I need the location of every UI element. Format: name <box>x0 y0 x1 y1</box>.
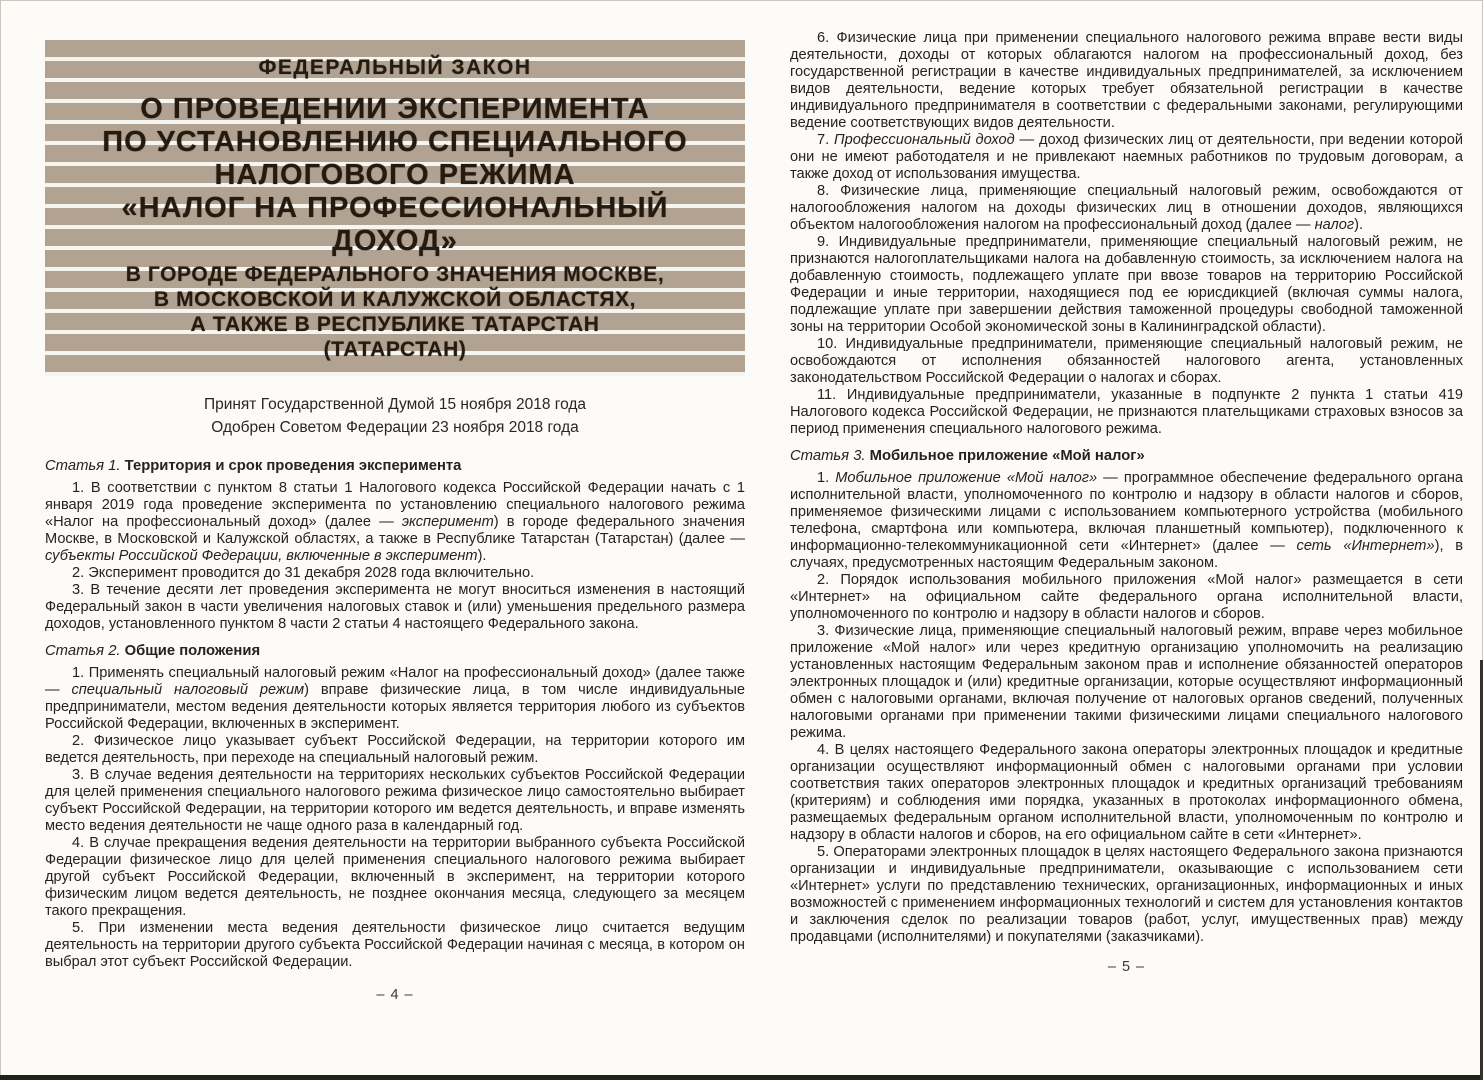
paragraph <box>45 582 745 633</box>
text-segment: 5. Операторами электронных площадок в целях настоящего Федерального закона признаются организации и индивидуальные предприниматели, оказывающие с использованием сети «Интернет» услуги по представлению технических, организационных, информационных и иных возможностей с применением информационных технологий и систем для установления контактов и заключения сделок по реализации товаров (работ, услуг, имущественных прав) между продавцами (исполнителями) и покупателями (заказчиками). <box>790 844 1463 945</box>
text-segment: ). <box>477 548 487 564</box>
text-segment: 8. Физические лица, применяющие специальный налоговый режим, освобождаются от налогообложения налогом на доходы физических лиц в отношении доходов, являющихся объектом налогообложения налогом на профессиональный доход (далее — <box>790 183 1463 233</box>
adoption-line: Принят Государственной Думой 15 ноября 2018 года <box>203 396 587 413</box>
paragraph <box>45 565 745 582</box>
law-title-main-lines <box>53 93 737 258</box>
paragraph <box>790 132 1463 183</box>
text-segment: 11. Индивидуальные предприниматели, указанные в подпункте 2 пункта 1 статьи 419 Налогового кодекса Российской Федерации, не признаются плательщиками страховых взносов за период применения специального налогового режима. <box>790 387 1463 437</box>
paragraph <box>45 480 745 565</box>
paragraph <box>45 835 745 920</box>
law-title-line: ДОХОД» <box>332 225 458 257</box>
text-segment: Профессиональный доход <box>834 132 1015 148</box>
paragraph <box>790 30 1463 132</box>
law-title-line: О ПРОВЕДЕНИИ ЭКСПЕРИМЕНТА <box>140 93 650 125</box>
text-segment: Мобильное приложение «Мой налог» <box>835 470 1098 486</box>
paragraph <box>790 572 1463 623</box>
text-segment: 3. В случае ведения деятельности на территориях нескольких субъектов Российской Федерации для целей применения специального налогового режима физическое лицо самостоятельно выбирает субъект Российской Федерации, на территории которого им ведется деятельность, и вправе изменять место ведения деятельности не чаще одного раза в календарный год. <box>45 767 745 834</box>
law-subtitle-line: В ГОРОДЕ ФЕДЕРАЛЬНОГО ЗНАЧЕНИЯ МОСКВЕ, <box>125 263 665 286</box>
text-segment: ) в городе федерального значения Москве, в Московской и Калужской областях, а также в Республике Татарстан (Татарстан) (далее — <box>45 514 745 547</box>
paragraph <box>45 665 745 733</box>
text-segment: специальный налоговый режим <box>71 682 305 698</box>
paragraph <box>790 183 1463 234</box>
text-segment: Статья 2. <box>45 643 121 659</box>
scan-edge-bottom <box>0 1075 1483 1080</box>
text-segment: ) вправе физические лица, в том числе индивидуальные предприниматели, местом ведения деятельности которых является территория любого из субъектов Российской Федерации, включенных в эксперимент. <box>45 682 745 732</box>
text-segment: 7. <box>817 132 834 148</box>
text-segment: налог <box>1314 217 1355 233</box>
law-title-block <box>45 40 745 376</box>
article-heading <box>790 448 1463 465</box>
left-page-body <box>45 458 745 971</box>
law-subtitle-line: (ТАТАРСТАН) <box>323 338 467 361</box>
text-segment: 3. В течение десяти лет проведения эксперимента не могут вноситься изменения в настоящий Федеральный закон в части увеличения налоговых ставок и (или) уменьшения предельного размера доходов, установленного пунктом 8 части 2 статьи 4 настоящего Федерального закона. <box>45 582 745 632</box>
paragraph <box>45 767 745 835</box>
text-segment: 1. <box>817 470 836 486</box>
text-segment: Статья 1. <box>45 458 121 474</box>
text-segment: 10. Индивидуальные предприниматели, применяющие специальный налоговый режим, не освобождаются от исполнения обязанностей налогового агента, установленных законодательством Российской Федерации о налогах и сборах. <box>790 336 1463 386</box>
text-segment: 1. В соответствии с пунктом 8 статьи 1 Налогового кодекса Российской Федерации начать с 1 января 2019 года проведение эксперимента по установлению специального налогового режима «Налог на профессиональный доход» (далее — <box>45 480 745 530</box>
paragraph <box>790 336 1463 387</box>
text-segment: — программное обеспечение федерального органа исполнительной власти, уполномоченного по контролю и надзору в области налогов и сборов, применяемое физическими лицами с использованием компьютерного устройства (мобильного телефона, смартфона или компьютера, включая планшетный компьютер), подключенного к информационно-телекоммуникационной сети «Интернет» (далее — <box>790 470 1463 554</box>
text-segment: Статья 3. <box>790 448 866 464</box>
text-segment: 9. Индивидуальные предприниматели, применяющие специальный налоговый режим, не признаются налогоплательщиками налога на добавленную стоимость, за исключением налога на добавленную стоимость, подлежащего уплате при ввозе товаров на территорию Российской Федерации и иные территории, находящиеся под ее юрисдикцией (включая суммы налога, подлежащие уплате при завершении действия таможенной процедуры свободной таможенной зоны на территории Особой экономической зоны в Калининградской области). <box>790 234 1463 335</box>
text-segment: — доход физических лиц от деятельности, при ведении которой они не имеют работодателя и не привлекают наемных работников по трудовым договорам, а также доход от использования имущества. <box>790 132 1463 182</box>
text-segment: Территория и срок проведения эксперимента <box>120 458 462 474</box>
text-segment: Общие положения <box>120 643 261 659</box>
text-segment: 3. Физические лица, применяющие специальный налоговый режим, вправе через мобильное приложение «Мой налог» или через кредитную организацию уполномочить на реализацию установленных настоящим Федеральным законом прав и исполнение обязанностей операторов электронных площадок и (или) кредитные организации, которые осуществляют информационный обмен с налоговыми органами, включая получение от налоговых органов сведений, полученных налоговыми органами при применении такими физическими лицами специального налогового режима. <box>790 623 1463 741</box>
text-segment: ). <box>1354 217 1364 233</box>
text-segment: 4. В целях настоящего Федерального закона операторы электронных площадок и кредитные организации осуществляют информационный обмен с налоговыми органами при условии соответствия таких операторов электронных площадок и кредитных организаций требованиям (критериям) и соблюдения ими порядка, указанных в протоколах информационного обмена, размещаемых федеральным органом исполнительной власти, уполномоченным по контролю и надзору в области налогов и сборов, на его официальном сайте в сети «Интернет». <box>790 742 1463 843</box>
page-number-left: – 4 – <box>376 987 414 1003</box>
adoption-lines <box>45 393 745 439</box>
paragraph <box>45 920 745 971</box>
paragraph <box>790 844 1463 946</box>
law-title-line: НАЛОГОВОГО РЕЖИМА <box>214 159 576 191</box>
paragraph <box>790 623 1463 742</box>
paragraph <box>790 742 1463 844</box>
text-segment: 1. Применять специальный налоговый режим «Налог на профессиональный доход» (далее также — <box>45 665 745 698</box>
right-page <box>790 30 1463 975</box>
law-title-sub-lines <box>53 262 737 362</box>
right-page-body <box>790 30 1463 946</box>
text-segment: сеть «Интернет» <box>1296 538 1435 554</box>
text-segment: Мобильное приложение «Мой налог» <box>865 448 1145 464</box>
law-title-line: ПО УСТАНОВЛЕНИЮ СПЕЦИАЛЬНОГО <box>102 126 688 158</box>
article-heading <box>45 643 745 660</box>
text-segment: 4. В случае прекращения ведения деятельности на территории выбранного субъекта Российской Федерации физическое лицо для целей применения специального налогового режима выбирает другой субъект Российской Федерации, включенный в эксперимент, на территории которого физическим лицом ведется деятельность, не позднее окончания месяца, следующего за месяцем такого прекращения. <box>45 835 745 919</box>
law-title-line: «НАЛОГ НА ПРОФЕССИОНАЛЬНЫЙ <box>121 192 669 224</box>
law-subtitle-line: В МОСКОВСКОЙ И КАЛУЖСКОЙ ОБЛАСТЯХ, <box>153 288 637 311</box>
text-segment: 2. Физическое лицо указывает субъект Российской Федерации, на территории которого им ведется деятельность, при переходе на специальный налоговый режим. <box>45 733 745 766</box>
article-heading <box>45 458 745 475</box>
paragraph <box>45 733 745 767</box>
left-page <box>45 40 745 1003</box>
text-segment: субъекты Российской Федерации, включенные в эксперимент <box>45 548 478 564</box>
paragraph <box>790 387 1463 438</box>
text-segment: ), в случаях, предусмотренных настоящим Федеральным законом. <box>790 538 1463 571</box>
law-kicker: ФЕДЕРАЛЬНЫЙ ЗАКОН <box>258 56 532 79</box>
page-number-right: – 5 – <box>1107 959 1146 975</box>
text-segment: 6. Физические лица при применении специального налогового режима вправе вести виды деятельности, доходы от которых облагаются налогом на профессиональный доход, без государственной регистрации в качестве индивидуальных предпринимателей, за исключением видов деятельности, ведение которых требует обязательной регистрации в качестве индивидуального предпринимателя в соответствии с федеральными законами, регулирующими ведение соответствующих видов деятельности. <box>790 30 1463 131</box>
text-segment: 5. При изменении места ведения деятельности физическое лицо считается ведущим деятельность на территории другого субъекта Российской Федерации начиная с месяца, в котором он выбрал этот субъект Российской Федерации. <box>45 920 745 970</box>
text-segment: эксперимент <box>401 514 494 530</box>
paragraph <box>790 470 1463 572</box>
text-segment: 2. Эксперимент проводится до 31 декабря 2028 года включительно. <box>72 565 535 581</box>
text-segment: 2. Порядок использования мобильного приложения «Мой налог» размещается в сети «Интернет» на официальном сайте федерального органа исполнительной власти, уполномоченного по контролю и надзору в области налогов и сборов. <box>790 572 1463 622</box>
adoption-line: Одобрен Советом Федерации 23 ноября 2018 года <box>211 419 579 436</box>
law-subtitle-line: А ТАКЖЕ В РЕСПУБЛИКЕ ТАТАРСТАН <box>190 313 600 336</box>
paragraph <box>790 234 1463 336</box>
